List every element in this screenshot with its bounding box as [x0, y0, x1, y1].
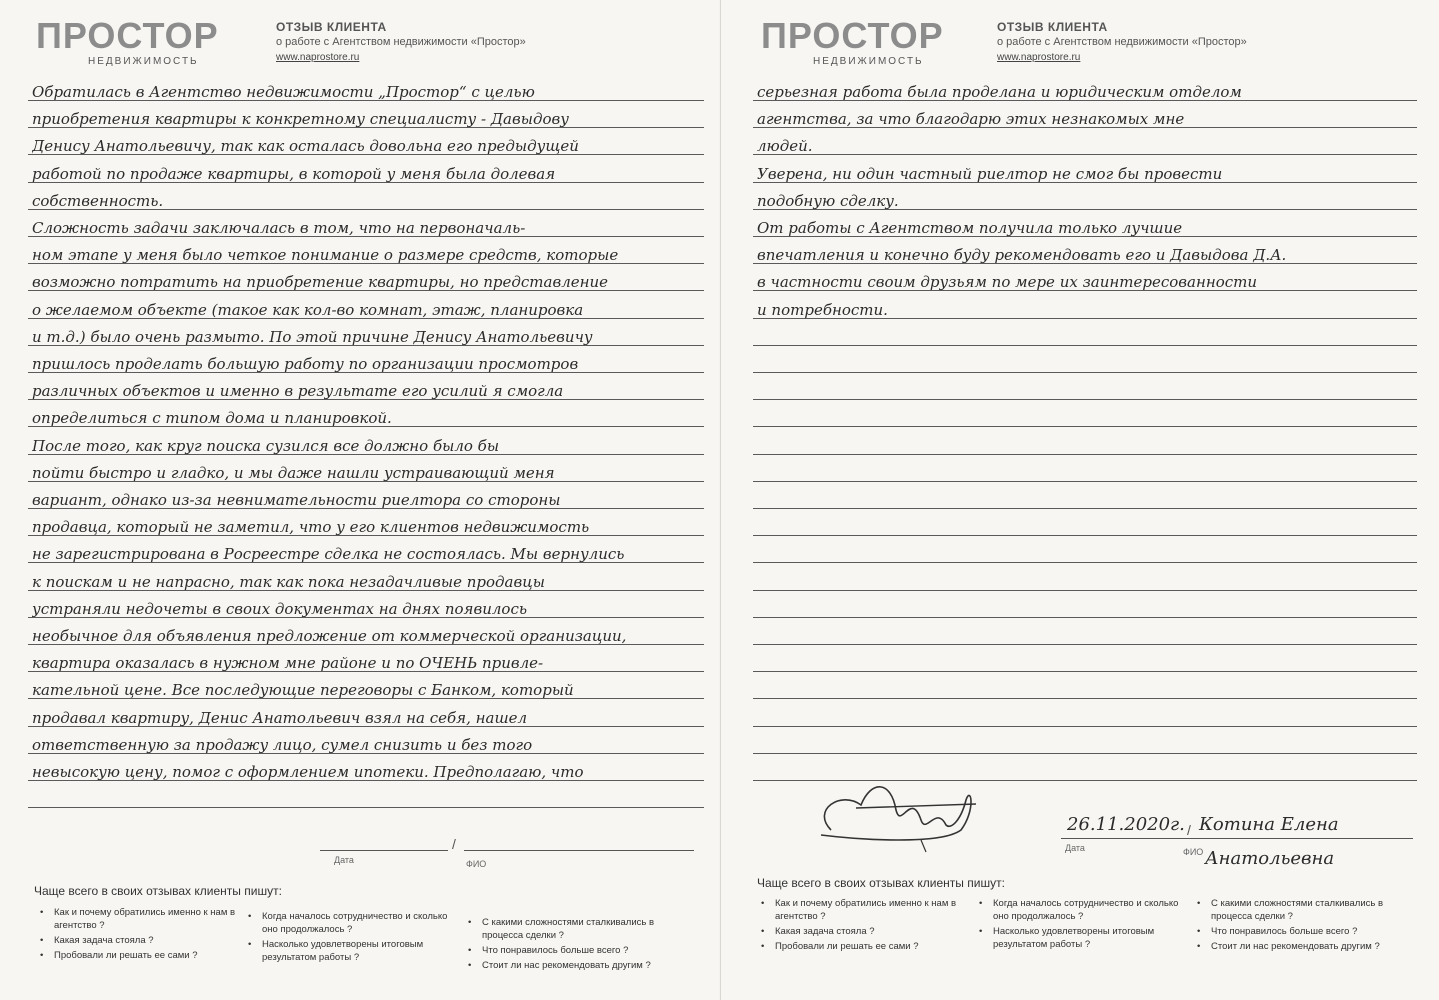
- ruled-line: [753, 454, 1417, 455]
- faq-item: [40, 934, 240, 947]
- faq-item-text: Пробовали ли решать ее сами ?: [54, 950, 198, 961]
- form-header: [997, 20, 1247, 63]
- handwritten-line: невысокую цену, помог с оформлением ипотеки. Предполагаю, что: [32, 763, 584, 781]
- faq-item-text: Что понравилось больше всего ?: [1211, 926, 1358, 937]
- logo-wordmark: ПРОСТОР: [36, 15, 219, 56]
- faq-item: [1197, 940, 1397, 953]
- name-value: Котина Елена: [1199, 814, 1339, 835]
- date-value: 26.11.2020г.: [1067, 814, 1185, 835]
- ruled-line: [753, 535, 1417, 536]
- handwritten-line: определиться с типом дома и планировкой.: [32, 409, 392, 428]
- faq-item-text: Какая задача стояла ?: [775, 926, 875, 937]
- faq-item: [979, 925, 1179, 951]
- handwritten-line: о желаемом объекте (такое как кол-во комнат, этаж, планировка: [32, 300, 584, 319]
- handwritten-line: людей.: [757, 137, 813, 156]
- faq-item-text: Стоит ли нас рекомендовать другим ?: [1211, 941, 1380, 952]
- faq-item-text: Как и почему обратились именно к нам в агентство ?: [54, 907, 236, 931]
- faq-column-2: [979, 897, 1179, 953]
- faq-item-text: Когда началось сотрудничество и сколько оно продолжалось ?: [993, 898, 1179, 922]
- handwritten-line: Денису Анатольевичу, так как осталась довольна его предыдущей: [32, 137, 579, 156]
- ruled-line: [753, 698, 1417, 699]
- bullet-icon: •: [1197, 898, 1201, 909]
- faq-item: [1197, 925, 1397, 938]
- handwritten-line: подобную сделку.: [757, 191, 899, 210]
- handwritten-line: и т.д.) было очень размыто. По этой причине Денису Анатольевичу: [32, 327, 593, 346]
- website-link[interactable]: www.naprostore.ru: [276, 52, 360, 63]
- ruled-line: [753, 590, 1417, 591]
- bullet-icon: •: [40, 950, 44, 961]
- faq-item: [468, 944, 668, 957]
- handwritten-line: приобретения квартиры к конкретному специалисту - Давыдову: [32, 110, 569, 129]
- form-subtitle: о работе с Агентством недвижимости «Простор»: [997, 36, 1247, 48]
- handwritten-line: возможно потратить на приобретение квартиры, но представление: [32, 273, 609, 292]
- handwritten-line: агентства, за что благодарю этих незнакомых мне: [757, 110, 1185, 129]
- name-label: ФИО: [466, 859, 487, 869]
- name-value-patronymic: Анатольевна: [1205, 848, 1335, 869]
- faq-column-3: [468, 916, 668, 974]
- footer-title: Чаще всего в своих отзывах клиенты пишут:: [757, 876, 1005, 890]
- handwritten-line: пойти быстро и гладко, и мы даже нашли устраивающий меня: [32, 463, 555, 482]
- form-subtitle: о работе с Агентством недвижимости «Простор»: [276, 36, 526, 48]
- date-line: [1061, 838, 1185, 839]
- logo-subtitle: НЕДВИЖИМОСТЬ: [813, 56, 924, 67]
- review-page-right: [720, 0, 1439, 1000]
- faq-item: [40, 906, 240, 932]
- faq-item-text: Какая задача стояла ?: [54, 935, 154, 946]
- bullet-icon: •: [761, 898, 765, 909]
- handwritten-line: устраняли недочеты в своих документах на днях появилось: [32, 599, 528, 618]
- handwritten-line: Уверена, ни один частный риелтор не смог бы провести: [757, 164, 1223, 183]
- ruled-line: [753, 726, 1417, 727]
- faq-item: [761, 897, 961, 923]
- handwritten-line: пришлось проделать большую работу по организации просмотров: [32, 355, 579, 373]
- ruled-line: [753, 508, 1417, 509]
- ruled-line: [753, 399, 1417, 400]
- faq-item-text: Пробовали ли решать ее сами ?: [775, 941, 919, 952]
- bullet-icon: •: [468, 917, 472, 928]
- faq-column-1: [40, 906, 240, 964]
- form-title: ОТЗЫВ КЛИЕНТА: [997, 20, 1108, 34]
- bullet-icon: •: [1197, 926, 1201, 937]
- date-line: [320, 850, 448, 851]
- separator-slash: /: [1187, 822, 1191, 838]
- bullet-icon: •: [761, 941, 765, 952]
- bullet-icon: •: [979, 898, 983, 909]
- handwritten-line: Сложность задачи заключалась в том, что на первоначаль-: [32, 219, 526, 237]
- handwritten-line: и потребности.: [757, 300, 888, 319]
- handwritten-line: ном этапе у меня было четкое понимание о размере средств, которые: [32, 246, 619, 265]
- faq-item-text: Стоит ли нас рекомендовать другим ?: [482, 960, 651, 971]
- handwritten-line: собственность.: [32, 191, 164, 210]
- separator-slash: /: [452, 836, 456, 852]
- faq-column-1: [761, 897, 961, 955]
- name-line: [1183, 838, 1413, 839]
- faq-item: [1197, 897, 1397, 923]
- faq-item: [468, 916, 668, 942]
- handwritten-line: продавца, который не заметил, что у его клиентов недвижимость: [32, 518, 590, 537]
- ruled-line: [753, 671, 1417, 672]
- ruled-line: [753, 372, 1417, 373]
- faq-item-text: Как и почему обратились именно к нам в агентство ?: [775, 898, 957, 922]
- ruled-line: [753, 753, 1417, 754]
- form-header: [276, 20, 526, 63]
- faq-item-text: С какими сложностями сталкивались в процесса сделки ?: [1211, 898, 1384, 922]
- ruled-line: [753, 562, 1417, 563]
- handwritten-line: работой по продаже квартиры, в которой у меня была долевая: [32, 164, 556, 183]
- handwritten-line: не зарегистрирована в Росреестре сделка не состоялась. Мы вернулись: [32, 545, 625, 564]
- handwritten-line: необычное для объявления предложение от коммерческой организации,: [32, 627, 627, 645]
- bullet-icon: •: [468, 960, 472, 971]
- handwritten-line: серьезная работа была проделана и юридическим отделом: [757, 83, 1242, 101]
- review-page-left: [0, 0, 719, 1000]
- faq-item: [40, 949, 240, 962]
- ruled-line: [753, 617, 1417, 618]
- ruled-line: [753, 644, 1417, 645]
- handwritten-line: в частности своим друзьям по мере их заинтересованности: [757, 273, 1258, 292]
- handwritten-signature: [801, 770, 991, 860]
- faq-item: [248, 910, 448, 936]
- handwritten-line: кательной цене. Все последующие переговоры с Банком, который: [32, 681, 574, 700]
- bullet-icon: •: [468, 945, 472, 956]
- handwritten-line: к поискам и не напрасно, так как пока незадачливые продавцы: [32, 572, 545, 591]
- faq-item: [761, 940, 961, 953]
- faq-item: [979, 897, 1179, 923]
- name-line: [464, 850, 694, 851]
- handwritten-line: квартира оказалась в нужном мне районе и по ОЧЕНЬ привле-: [32, 654, 544, 673]
- faq-item: [248, 938, 448, 964]
- faq-item: [761, 925, 961, 938]
- handwritten-line: От работы с Агентством получила только лучшие: [757, 219, 1183, 237]
- bullet-icon: •: [248, 911, 252, 922]
- handwritten-line: Обратилась в Агентство недвижимости „Простор“ с целью: [32, 83, 535, 101]
- bullet-icon: •: [248, 939, 252, 950]
- bullet-icon: •: [1197, 941, 1201, 952]
- ruled-line: [753, 481, 1417, 482]
- handwritten-line: ответственную за продажу лицо, сумел снизить и без того: [32, 735, 533, 754]
- bullet-icon: •: [761, 926, 765, 937]
- faq-item-text: С какими сложностями сталкивались в процесса сделки ?: [482, 917, 655, 941]
- website-link[interactable]: www.naprostore.ru: [997, 52, 1081, 63]
- handwritten-line: впечатления и конечно буду рекомендовать его и Давыдова Д.А.: [757, 246, 1287, 265]
- handwritten-line: различных объектов и именно в результате его усилий я смогла: [32, 382, 564, 401]
- handwritten-line: продавал квартиру, Денис Анатольевич взял на себя, нашел: [32, 708, 528, 727]
- logo-wordmark: ПРОСТОР: [761, 15, 944, 56]
- ruled-line: [753, 154, 1417, 155]
- footer-title: Чаще всего в своих отзывах клиенты пишут:: [34, 884, 282, 898]
- faq-item: [468, 959, 668, 972]
- faq-column-3: [1197, 897, 1397, 955]
- brand-logo: [761, 15, 944, 67]
- faq-item-text: Насколько удовлетворены итоговым результатом работы ?: [993, 926, 1155, 950]
- name-label: ФИО: [1183, 847, 1204, 857]
- bullet-icon: •: [979, 926, 983, 937]
- faq-column-2: [248, 910, 448, 966]
- ruled-line: [753, 426, 1417, 427]
- handwritten-line: После того, как круг поиска сузился все должно было бы: [32, 436, 500, 455]
- form-title: ОТЗЫВ КЛИЕНТА: [276, 20, 387, 34]
- handwritten-line: вариант, однако из-за невнимательности риелтора со стороны: [32, 491, 561, 509]
- ruled-line: [28, 807, 704, 808]
- faq-item-text: Что понравилось больше всего ?: [482, 945, 629, 956]
- bullet-icon: •: [40, 907, 44, 918]
- brand-logo: [36, 15, 219, 67]
- faq-item-text: Насколько удовлетворены итоговым результатом работы ?: [262, 939, 424, 963]
- bullet-icon: •: [40, 935, 44, 946]
- logo-subtitle: НЕДВИЖИМОСТЬ: [88, 56, 199, 67]
- ruled-line: [753, 345, 1417, 346]
- faq-item-text: Когда началось сотрудничество и сколько оно продолжалось ?: [262, 911, 448, 935]
- date-label: Дата: [1065, 843, 1085, 853]
- date-label: Дата: [334, 855, 354, 865]
